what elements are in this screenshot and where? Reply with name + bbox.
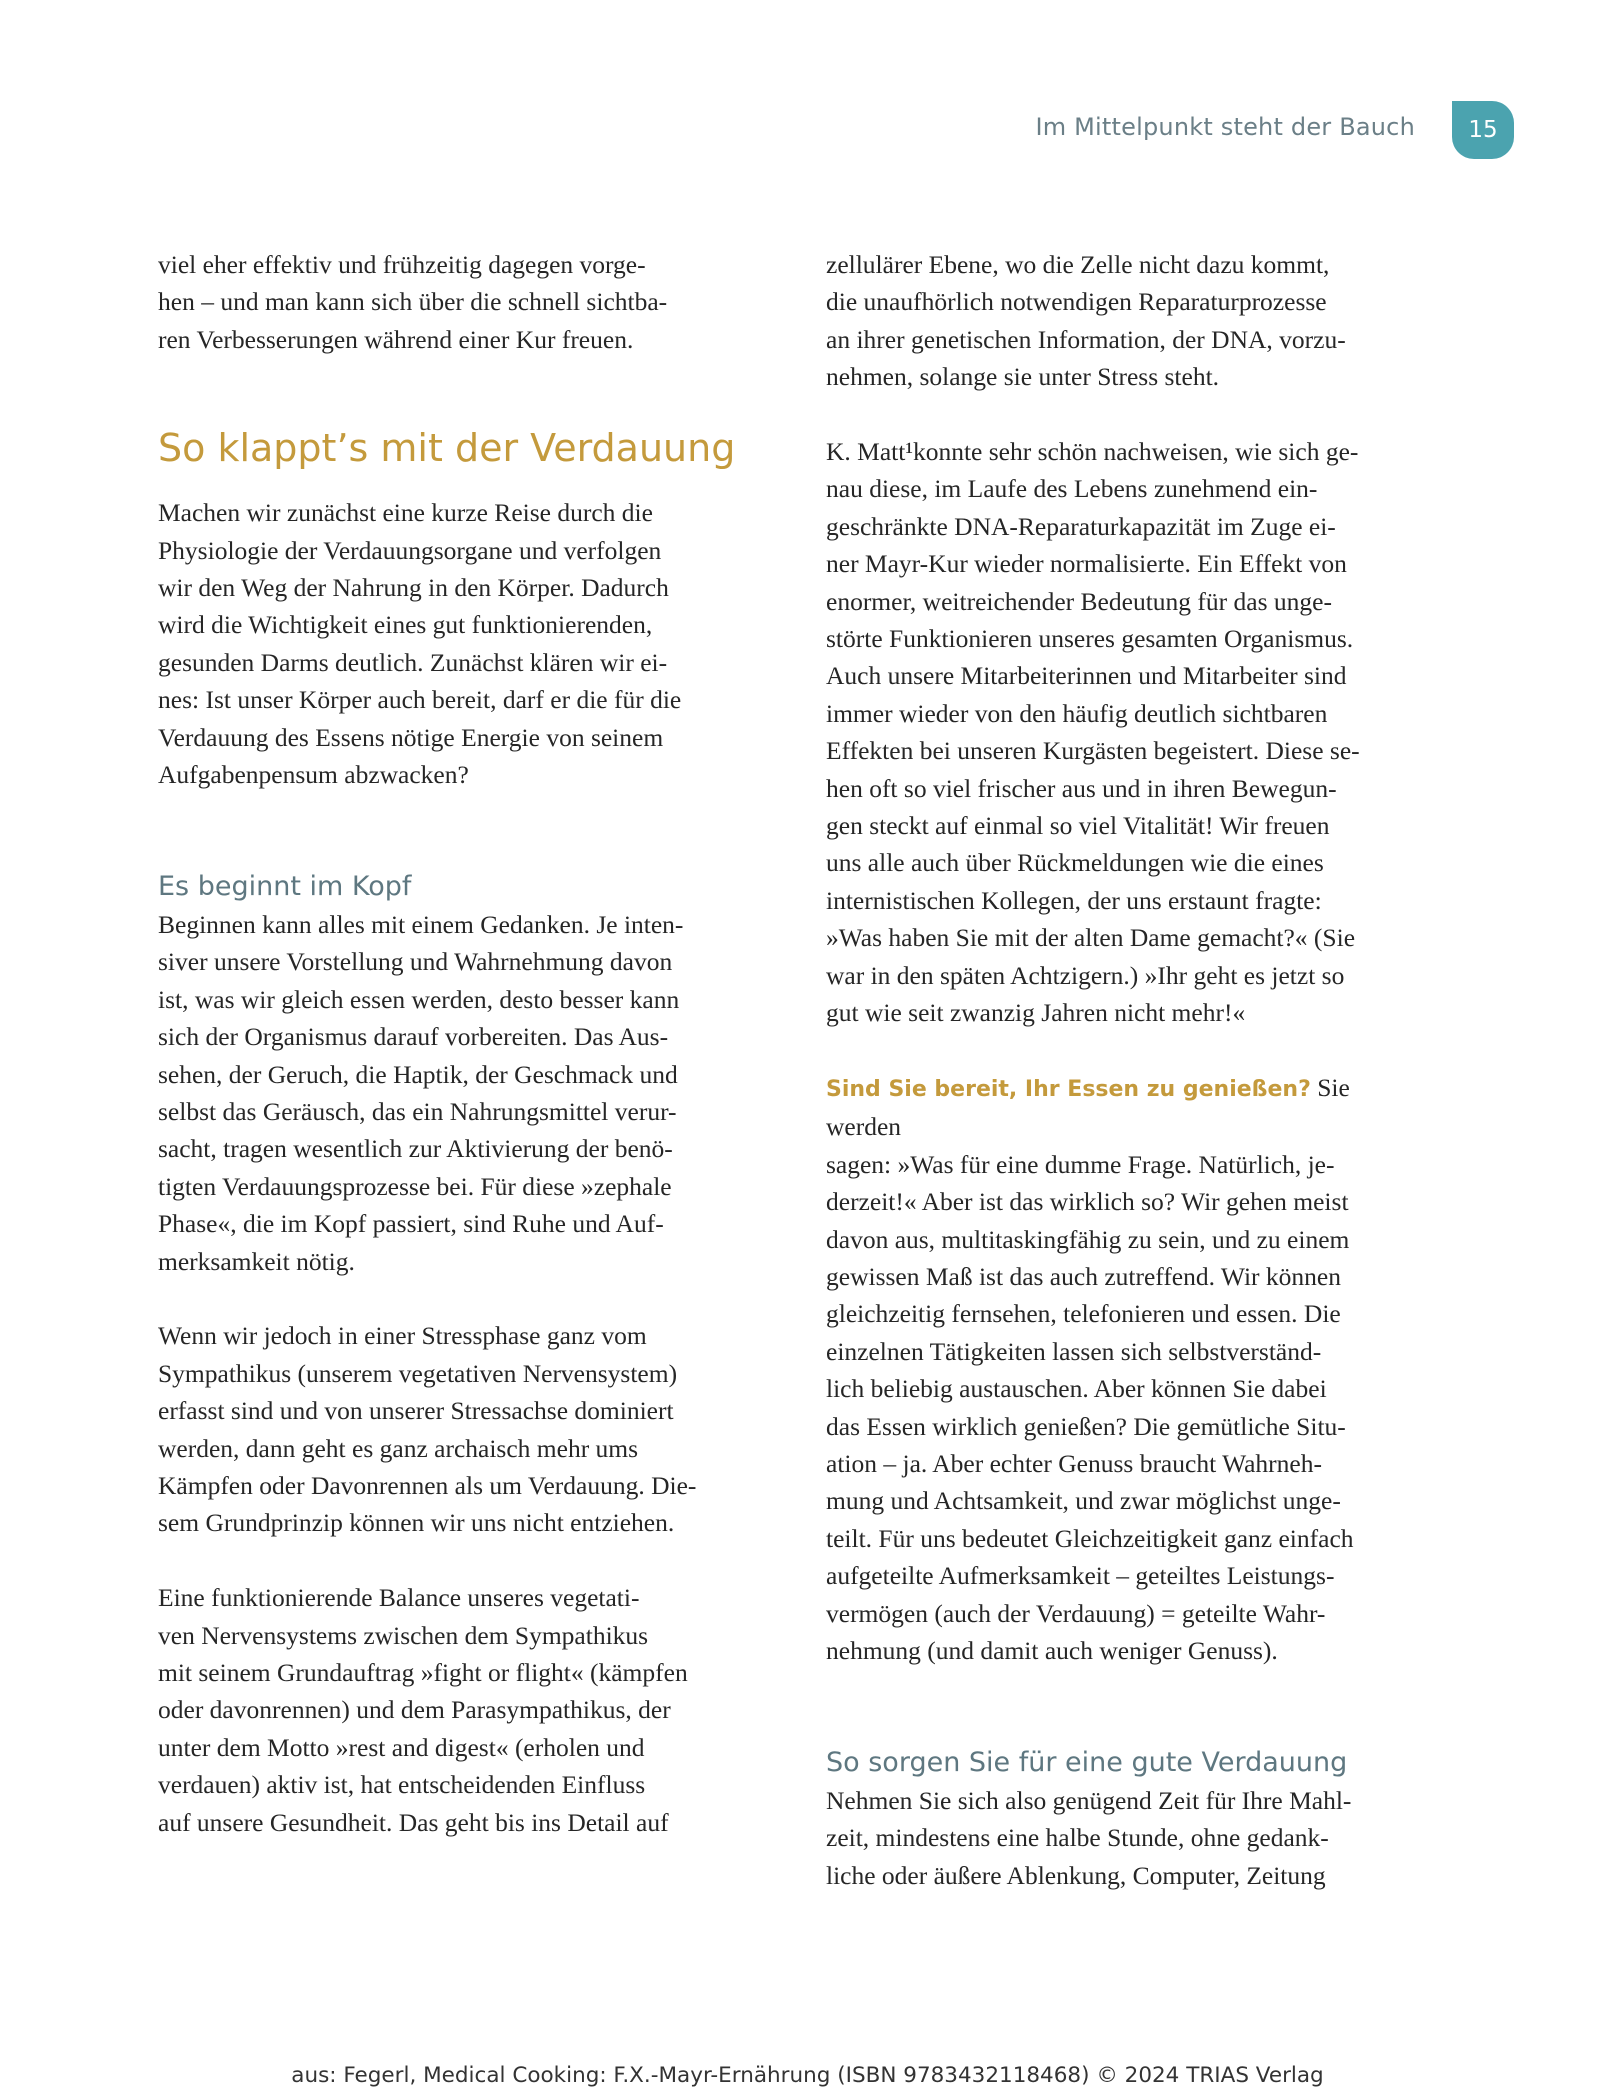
paragraph: [826, 1782, 1426, 1894]
text-line: vermögen (auch der Verdauung) = geteilte Wahr-: [826, 1598, 1326, 1628]
text-line: werden, dann geht es ganz archaisch mehr ums: [158, 1433, 639, 1463]
text-line: Effekten bei unseren Kurgästen begeistert. Diese se-: [826, 736, 1360, 766]
text-line: Wenn wir jedoch in einer Stressphase ganz vom: [158, 1321, 647, 1351]
text-line: teilt. Für uns bedeutet Gleichzeitigkeit ganz einfach: [826, 1523, 1354, 1553]
text-line: ation – ja. Aber echter Genuss braucht Wahrneh-: [826, 1448, 1322, 1478]
paragraph: [826, 246, 1426, 396]
text-line: gleichzeitig fernsehen, telefonieren und essen. Die: [826, 1299, 1341, 1329]
text-line: davon aus, multitaskingfähig zu sein, und zu einem: [826, 1224, 1350, 1254]
text-line: siver unsere Vorstellung und Wahrnehmung davon: [158, 947, 673, 977]
text-line: aufgeteilte Aufmerksamkeit – geteiltes Leistungs-: [826, 1561, 1335, 1591]
source-footer: aus: Fegerl, Medical Cooking: F.X.-Mayr-Ernährung (ISBN 9783432118468) © 2024 TRIAS Verlag: [291, 2063, 1324, 2088]
paragraph: [158, 1579, 758, 1841]
text-line: »Was haben Sie mit der alten Dame gemacht?« (Sie: [826, 923, 1356, 953]
text-line: die unaufhörlich notwendigen Reparaturprozesse: [826, 287, 1327, 317]
text-line: hen oft so viel frischer aus und in ihren Bewegun-: [826, 773, 1337, 803]
text-line: auf unsere Gesundheit. Das geht bis ins Detail auf: [158, 1807, 669, 1837]
text-line: sacht, tragen wesentlich zur Aktivierung der benö-: [158, 1134, 673, 1164]
subsection-heading: Es beginnt im Kopf: [158, 871, 412, 903]
text-line: [826, 1069, 1426, 1146]
paragraph: [158, 906, 758, 1280]
text-line: enormer, weitreichender Bedeutung für das unge-: [826, 586, 1332, 616]
paragraph: [158, 1317, 758, 1541]
text-line: Beginnen kann alles mit einem Gedanken. Je inten-: [158, 909, 684, 939]
text-line: verdauen) aktiv ist, hat entscheidenden Einfluss: [158, 1770, 646, 1800]
text-line: sich der Organismus darauf vorbereiten. Das Aus-: [158, 1022, 669, 1052]
paragraph: [158, 494, 758, 793]
text-line: Aufgabenpensum abzwacken?: [158, 760, 469, 790]
text-line: an ihrer genetischen Information, der DNA, vorzu-: [826, 324, 1346, 354]
text-line: Machen wir zunächst eine kurze Reise durch die: [158, 498, 653, 528]
text-line: Physiologie der Verdauungsorgane und verfolgen: [158, 535, 662, 565]
section-heading: So klappt’s mit der Verdauung: [158, 426, 736, 471]
text-line: wird die Wichtigkeit eines gut funktionierenden,: [158, 610, 653, 640]
text-line: hen – und man kann sich über die schnell sichtba-: [158, 287, 668, 317]
text-line: nau diese, im Laufe des Lebens zunehmend ein-: [826, 474, 1318, 504]
text-line: selbst das Geräusch, das ein Nahrungsmittel verur-: [158, 1096, 677, 1126]
text-line: Verdauung des Essens nötige Energie von seinem: [158, 722, 664, 752]
text-line: immer wieder von den häufig deutlich sichtbaren: [826, 698, 1328, 728]
text-line: merksamkeit nötig.: [158, 1246, 355, 1276]
text-line: nehmung (und damit auch weniger Genuss).: [826, 1636, 1278, 1665]
text-line: nehmen, solange sie unter Stress steht.: [826, 362, 1220, 392]
right-column: [826, 246, 1426, 1894]
text-line: ren Verbesserungen während einer Kur freuen.: [158, 324, 634, 354]
text-line: nes: Ist unser Körper auch bereit, darf er die für die: [158, 685, 682, 715]
left-column: [158, 246, 758, 1841]
text-line: Eine funktionierende Balance unseres vegetati-: [158, 1583, 640, 1613]
text-line: Sympathikus (unserem vegetativen Nervensystem): [158, 1358, 678, 1388]
text-line: ist, was wir gleich essen werden, desto besser kann: [158, 984, 680, 1014]
runin-continuation: Sie werden: [826, 1072, 1350, 1142]
text-line: Phase«, die im Kopf passiert, sind Ruhe und Auf-: [158, 1209, 664, 1239]
text-line: internistischen Kollegen, der uns erstaunt fragte:: [826, 885, 1322, 915]
page-number-badge: 15: [1452, 101, 1514, 159]
text-line: Nehmen Sie sich also genügend Zeit für Ihre Mahl-: [826, 1785, 1352, 1815]
text-line: ner Mayr-Kur wieder normalisierte. Ein Effekt von: [826, 549, 1347, 579]
text-line: zellulärer Ebene, wo die Zelle nicht dazu kommt,: [826, 250, 1330, 279]
paragraph: [826, 433, 1426, 1032]
text-line: störte Funktionieren unseres gesamten Organismus.: [826, 624, 1354, 654]
text-line: sehen, der Geruch, die Haptik, der Geschmack und: [158, 1059, 678, 1089]
text-line: sagen: »Was für eine dumme Frage. Natürlich, je-: [826, 1149, 1335, 1179]
text-line: sem Grundprinzip können wir uns nicht entziehen.: [158, 1508, 675, 1538]
text-line: das Essen wirklich genießen? Die gemütliche Situ-: [826, 1411, 1346, 1441]
text-line: liche oder äußere Ablenkung, Computer, Zeitung: [826, 1860, 1326, 1890]
text-line: Auch unsere Mitarbeiterinnen und Mitarbeiter sind: [826, 661, 1347, 691]
text-line: mung und Achtsamkeit, und zwar möglichst unge-: [826, 1486, 1341, 1516]
paragraph: [826, 1069, 1426, 1670]
text-line: wir den Weg der Nahrung in den Körper. Dadurch: [158, 573, 669, 603]
subsection-heading: So sorgen Sie für eine gute Verdauung: [826, 1747, 1348, 1779]
text-line: gewissen Maß ist das auch zutreffend. Wir können: [826, 1261, 1341, 1291]
text-line: einzelnen Tätigkeiten lassen sich selbstverständ-: [826, 1336, 1322, 1366]
text-line: zeit, mindestens eine halbe Stunde, ohne gedank-: [826, 1823, 1329, 1853]
text-line: lich beliebig austauschen. Aber können Sie dabei: [826, 1374, 1327, 1404]
runin-heading: Sind Sie bereit, Ihr Essen zu genießen?: [826, 1076, 1311, 1102]
text-line: derzeit!« Aber ist das wirklich so? Wir gehen meist: [826, 1187, 1349, 1217]
text-line: gesunden Darms deutlich. Zunächst klären wir ei-: [158, 647, 668, 677]
text-line: mit seinem Grundauftrag »fight or flight« (kämpfen: [158, 1657, 688, 1687]
text-line: unter dem Motto »rest and digest« (erholen und: [158, 1732, 645, 1762]
text-line: tigten Verdauungsprozesse bei. Für diese »zephale: [158, 1171, 672, 1201]
intro-paragraph: [158, 246, 758, 358]
text-line: oder davonrennen) und dem Parasympathikus, der: [158, 1695, 671, 1725]
text-line: geschränkte DNA-Reparaturkapazität im Zuge ei-: [826, 511, 1336, 541]
text-line: ven Nervensystems zwischen dem Sympathikus: [158, 1620, 649, 1650]
text-line: K. Matt¹konnte sehr schön nachweisen, wie sich ge-: [826, 437, 1359, 467]
text-line: erfasst sind und von unserer Stressachse dominiert: [158, 1396, 674, 1426]
text-line: Kämpfen oder Davonrennen als um Verdauung. Die-: [158, 1470, 697, 1500]
text-line: uns alle auch über Rückmeldungen wie die eines: [826, 848, 1324, 878]
running-head-title: Im Mittelpunkt steht der Bauch: [1035, 113, 1415, 141]
text-line: gen steckt auf einmal so viel Vitalität! Wir freuen: [826, 811, 1330, 841]
text-line: gut wie seit zwanzig Jahren nicht mehr!«: [826, 998, 1246, 1028]
text-line: war in den späten Achtzigern.) »Ihr geht es jetzt so: [826, 960, 1345, 990]
text-line: viel eher effektiv und frühzeitig dagegen vorge-: [158, 250, 646, 279]
